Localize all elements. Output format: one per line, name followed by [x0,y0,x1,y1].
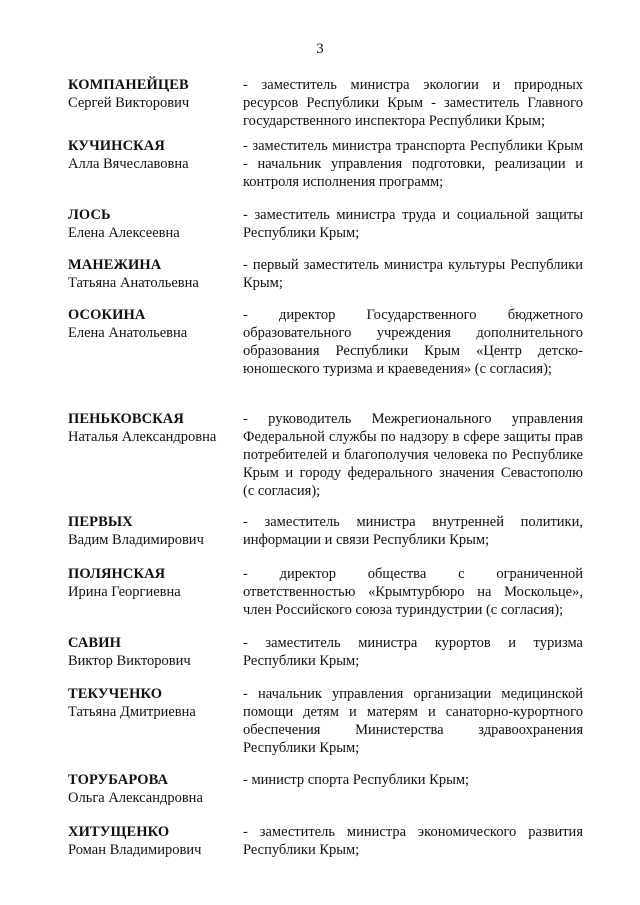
position-description: - министр спорта Республики Крым; [243,772,470,788]
given-names: Роман Владимирович [68,842,202,858]
given-names: Ольга Александровна [68,790,203,806]
given-names: Сергей Викторович [68,95,190,111]
person-name [68,256,238,292]
given-names: Алла Вячеславовна [68,156,189,172]
surname: КОМПАНЕЙЦЕВ [68,77,189,93]
given-names: Елена Анатольевна [68,325,188,341]
person-name [68,137,238,173]
position-description: - заместитель министра курортов и туризма Республики Крым; [243,635,583,669]
surname: КУЧИНСКАЯ [68,138,165,154]
surname: ХИТУЩЕНКО [68,824,170,840]
given-names: Вадим Владимирович [68,532,204,548]
person-name [68,685,238,721]
person-name [68,565,238,601]
position-description: - начальник управления организации медицинской помощи детям и матерям и санаторно-курортного обеспечения Министерства здравоохранения Республики Крым; [243,686,583,756]
given-names: Виктор Викторович [68,653,191,669]
position-description: - директор общества с ограниченной ответственностью «Крымтурбюро на Москольце», член Российского союза туриндустрии (с согласия); [243,566,583,618]
person-name [68,206,238,242]
position-description: - заместитель министра труда и социальной защиты Республики Крым; [243,207,583,241]
person-name [68,410,238,446]
given-names: Ирина Георгиевна [68,584,181,600]
surname: ЛОСЬ [68,207,111,223]
person-name [68,823,238,859]
surname: ПЕНЬКОВСКАЯ [68,411,184,427]
person-name [68,771,238,807]
given-names: Наталья Александровна [68,429,217,445]
surname: ПЕРВЫХ [68,514,133,530]
surname: САВИН [68,635,121,651]
surname: ТЕКУЧЕНКО [68,686,163,702]
given-names: Татьяна Дмитриевна [68,704,196,720]
given-names: Елена Алексеевна [68,225,180,241]
person-name [68,513,238,549]
given-names: Татьяна Анатольевна [68,275,199,291]
surname: ОСОКИНА [68,307,146,323]
person-name [68,306,238,342]
position-description: - директор Государственного бюджетного образовательного учреждения дополнительного образования Республики Крым «Центр детско-юношеского туризма и краеведения» (с согласия); [243,307,583,377]
position-description: - первый заместитель министра культуры Республики Крым; [243,257,583,291]
surname: МАНЕЖИНА [68,257,162,273]
surname: ТОРУБАРОВА [68,772,169,788]
position-description: - заместитель министра экологии и природных ресурсов Республики Крым - заместитель Главного государственного инспектора Республики Крым; [243,77,583,129]
surname: ПОЛЯНСКАЯ [68,566,166,582]
position-description: - заместитель министра транспорта Республики Крым - начальник управления подготовки, реализации и контроля исполнения программ; [243,138,583,190]
position-description: - руководитель Межрегионального управления Федеральной службы по надзору в сфере защиты прав потребителей и благополучия человека по Республике Крым и городу федерального значения Севастополю (с согласия); [243,411,583,499]
person-name [68,76,238,112]
position-description: - заместитель министра внутренней политики, информации и связи Республики Крым; [243,514,583,548]
page-number: 3 [316,41,324,57]
person-name [68,634,238,670]
position-description: - заместитель министра экономического развития Республики Крым; [243,824,583,858]
